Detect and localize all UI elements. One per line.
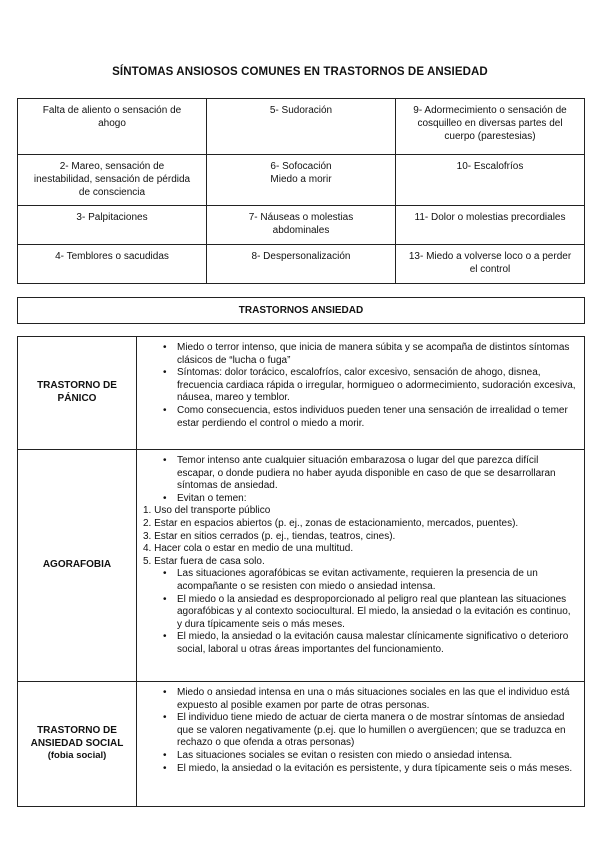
bullet-list: [141, 455, 576, 657]
list-item: • Miedo o terror intenso, que inicia de manera súbita y se acompaña de distintos síntomas clásicos de “lucha o fuga”: [141, 342, 576, 367]
list-item: • Temor intenso ante cualquier situación embarazosa o lugar del que parezca difícil escapar, o donde pudiera no haber ayuda disponible en caso de que se desarrollaran síntomas de ansiedad.: [141, 455, 576, 493]
symptom-text: 11- Dolor o molestias precordiales: [414, 212, 566, 223]
disorder-name: ANSIEDAD SOCIAL: [30, 737, 124, 749]
list-item: • El individuo tiene miedo de actuar de cierta manera o de mostrar síntomas de ansiedad que se valoren negativamente (p.ej. que lo humillen o avergüencen; que se traduzca en rechazo o que ofenda a otras personas): [141, 712, 576, 750]
symptom-text: 13- Miedo a volverse loco o a perder: [408, 251, 572, 262]
bullet-list: [141, 687, 576, 775]
disorder-name: TRASTORNO DE: [37, 725, 117, 737]
disorder-name-cell: [18, 682, 137, 807]
disorder-name: TRASTORNO DE: [37, 380, 117, 392]
symptom-text: Miedo a morir: [270, 174, 332, 185]
symptom-cell: [396, 99, 585, 155]
symptom-text: 4- Temblores o sacudidas: [55, 251, 169, 262]
list-item: • Miedo o ansiedad intensa en una o más situaciones sociales en las que el individuo está expuesto al posible examen por parte de otras personas.: [141, 687, 576, 712]
disorder-description: [137, 337, 585, 450]
symptom-text: cosquilleo en diversas partes del: [417, 118, 563, 129]
disorder-row-panico: [18, 337, 585, 450]
symptom-cell: [18, 245, 207, 284]
list-item: • Síntomas: dolor torácico, escalofríos, calor excesivo, sensación de ahogo, disnea, frecuencia cardiaca rápida o irregular, hormigueo o adormecimiento, sudoración excesiva, náusea, mareo y temblor.: [141, 367, 576, 405]
symptom-text: 5- Sudoración: [269, 105, 333, 116]
symptom-cell: [207, 155, 396, 206]
symptom-cell: [207, 99, 396, 155]
numbered-item: 3. Estar en sitios cerrados (p. ej., tiendas, teatros, cines).: [143, 530, 396, 542]
symptom-text: inestabilidad, sensación de pérdida: [33, 174, 191, 185]
list-item: • El miedo o la ansiedad es desproporcionado al peligro real que plantean las situaciones agorafóbicas y al contexto sociocultural. El miedo, la ansiedad o la evitación es continuo, y dura típicamente seis o más meses.: [141, 594, 576, 632]
symptom-text: el control: [469, 264, 511, 275]
symptom-cell: [207, 245, 396, 284]
symptom-text: de consciencia: [78, 187, 146, 198]
symptoms-row: [18, 206, 585, 245]
symptom-text: 9- Adormecimiento o sensación de: [413, 105, 567, 116]
symptom-cell: [207, 206, 396, 245]
symptom-text: Falta de aliento o sensación de: [42, 105, 182, 116]
list-item: • Las situaciones sociales se evitan o resisten con miedo o ansiedad intensa.: [141, 750, 576, 763]
symptom-text: abdominales: [272, 225, 330, 236]
symptom-text: cuerpo (parestesias): [444, 131, 536, 142]
page-title: SÍNTOMAS ANSIOSOS COMUNES EN TRASTORNOS DE ANSIEDAD: [112, 66, 488, 78]
disorder-name: AGORAFOBIA: [42, 559, 112, 571]
disorder-row-social: [18, 682, 585, 807]
symptom-text: 2- Mareo, sensación de: [59, 161, 165, 172]
symptom-cell: [396, 155, 585, 206]
numbered-item: 2. Estar en espacios abiertos (p. ej., zonas de estacionamiento, mercados, puentes).: [143, 517, 519, 529]
disorder-description: [137, 682, 585, 807]
disorder-name-cell: [18, 450, 137, 682]
disorder-subname: (fobia social): [47, 750, 107, 762]
symptom-text: ahogo: [98, 118, 126, 129]
symptom-cell: [18, 99, 207, 155]
symptom-cell: [396, 206, 585, 245]
symptom-text: 8- Despersonalización: [251, 251, 351, 262]
disorder-name: PÁNICO: [57, 393, 97, 404]
symptoms-row: [18, 155, 585, 206]
symptom-cell: [18, 155, 207, 206]
list-item: • Evitan o temen:: [141, 493, 576, 506]
numbered-item: 1. Uso del transporte público: [143, 505, 271, 517]
disorder-row-agorafobia: [18, 450, 585, 682]
symptom-text: 7- Náuseas o molestias: [248, 212, 354, 223]
symptom-cell: [396, 245, 585, 284]
list-item: • El miedo, la ansiedad o la evitación causa malestar clínicamente significativo o deterioro social, laboral u otras áreas importantes del funcionamiento.: [141, 631, 576, 656]
list-item: • Como consecuencia, estos individuos pueden tener una sensación de irrealidad o temer estar perdiendo el control o miedo a morir.: [141, 405, 576, 430]
bullet-list: [141, 342, 576, 430]
symptoms-row: [18, 245, 585, 284]
list-item: • Las situaciones agorafóbicas se evitan activamente, requieren la presencia de un acompañante o se resisten con miedo o ansiedad intensa.: [141, 568, 576, 593]
section-banner: TRASTORNOS ANSIEDAD: [17, 297, 585, 324]
disorder-description: [137, 450, 585, 682]
symptoms-table: [17, 98, 585, 284]
list-item: • El miedo, la ansiedad o la evitación es persistente, y dura típicamente seis o más meses.: [141, 763, 576, 776]
numbered-item: 4. Hacer cola o estar en medio de una multitud.: [143, 543, 354, 555]
symptom-text: 6- Sofocación: [270, 161, 332, 172]
disorder-name-cell: [18, 337, 137, 450]
symptoms-row: [18, 99, 585, 155]
symptom-text: 10- Escalofríos: [456, 161, 524, 172]
symptom-cell: [18, 206, 207, 245]
numbered-item: 5. Estar fuera de casa solo.: [143, 555, 265, 567]
symptom-text: 3- Palpitaciones: [76, 212, 148, 223]
disorders-table: [17, 336, 585, 807]
